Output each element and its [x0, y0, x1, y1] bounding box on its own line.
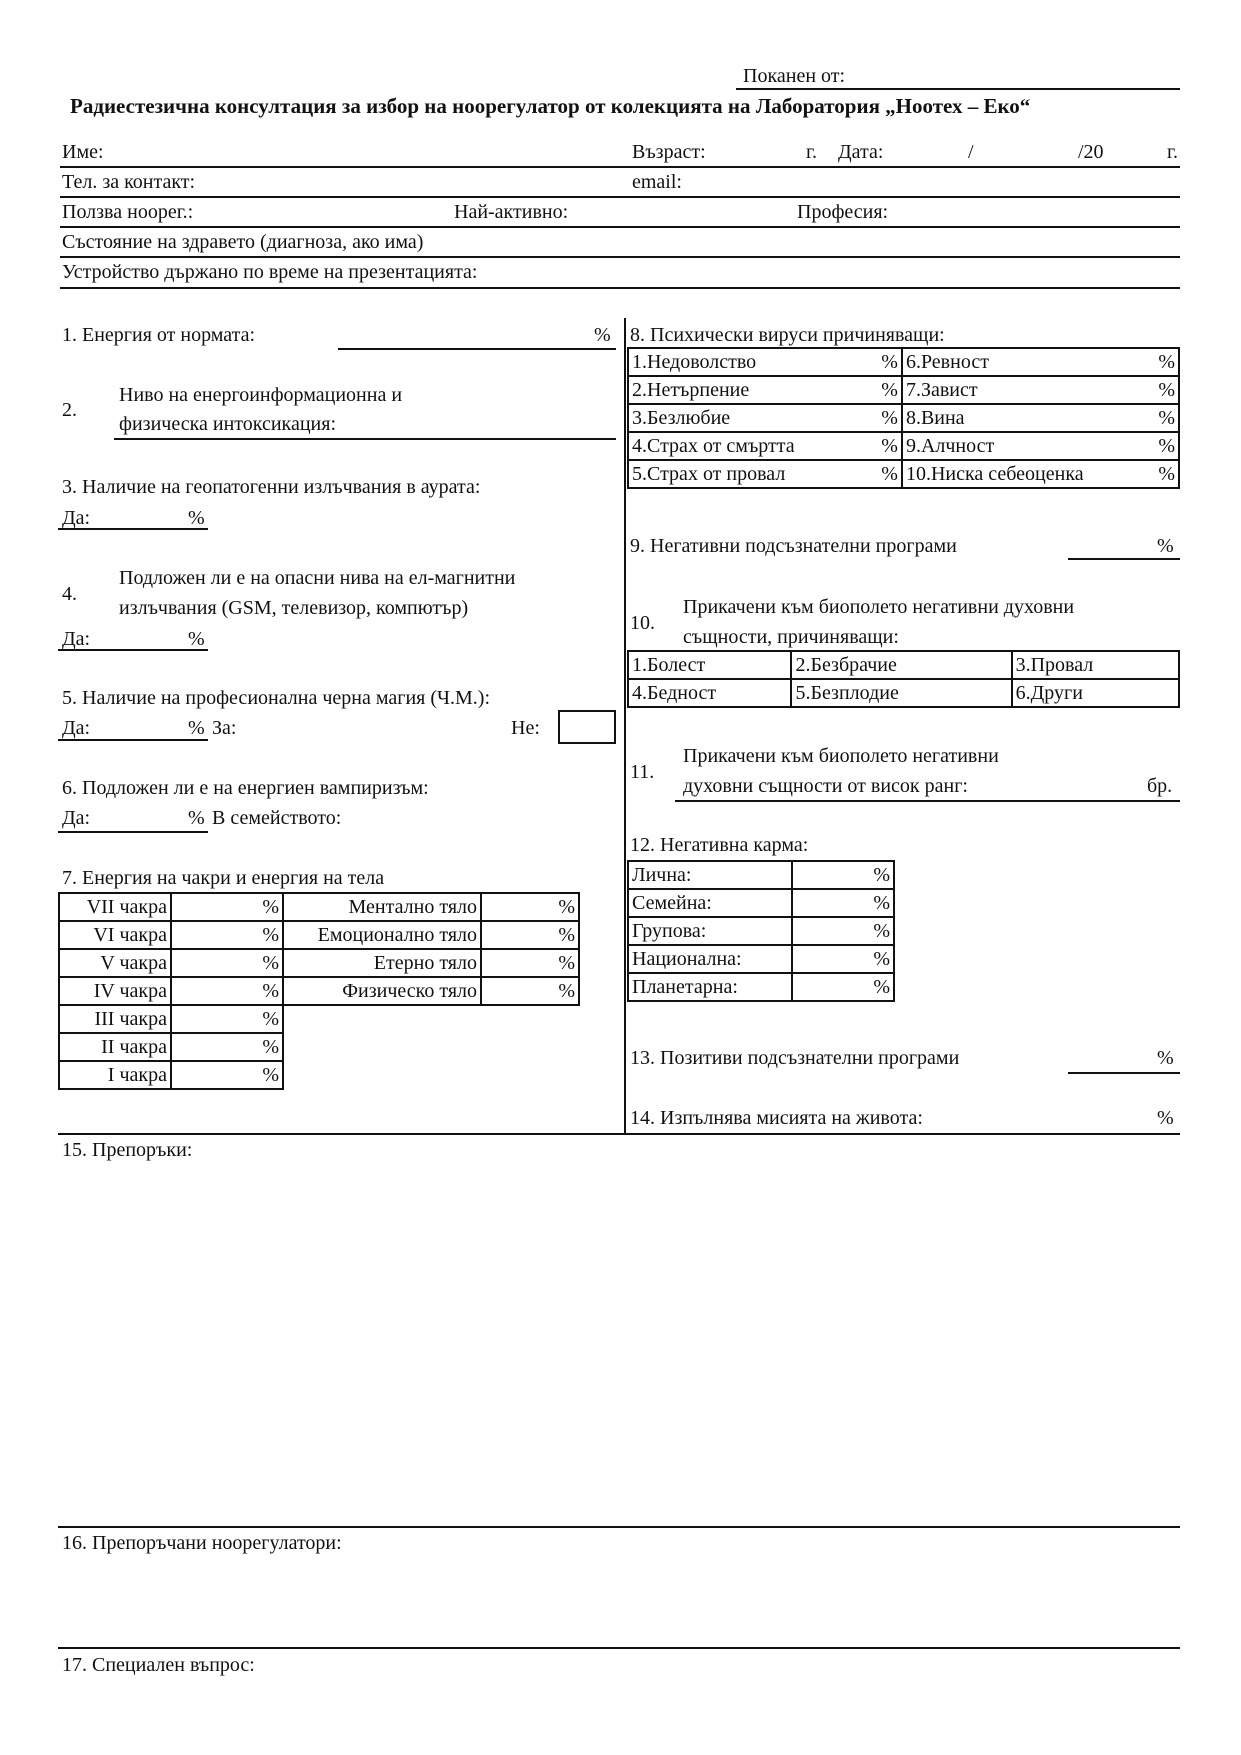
- date-label: Дата:: [838, 141, 884, 163]
- virus-cell[interactable]: [628, 348, 902, 376]
- chakra-row: [59, 977, 579, 1005]
- virus-row: [628, 460, 1179, 488]
- entity-row: [628, 679, 1179, 707]
- virus-cell[interactable]: [902, 404, 1179, 432]
- phone-label: Тел. за контакт:: [62, 171, 196, 193]
- body-value-cell[interactable]: %: [481, 893, 579, 921]
- virus-unit: %: [881, 435, 898, 457]
- karma-row: [628, 945, 894, 973]
- s3-label: 3. Наличие на геопатогенни излъчвания в аурата:: [62, 476, 481, 498]
- chakra-name: V чакра: [59, 949, 171, 977]
- s14-unit: %: [1157, 1107, 1174, 1129]
- s2-num: 2.: [62, 399, 77, 421]
- profession-label: Професия:: [797, 201, 889, 223]
- entities-table: [627, 650, 1180, 708]
- age-label: Възраст:: [632, 141, 706, 163]
- s5-for: За:: [212, 717, 237, 739]
- chakra-value-cell[interactable]: %: [171, 921, 283, 949]
- body-name: Физическо тяло: [283, 977, 481, 1005]
- body-value-cell[interactable]: %: [481, 921, 579, 949]
- karma-value-cell[interactable]: %: [792, 889, 894, 917]
- chakra-row: [59, 1005, 579, 1033]
- virus-cell[interactable]: [628, 404, 902, 432]
- virus-row: [628, 404, 1179, 432]
- s5-label: 5. Наличие на професионална черна магия (Ч.М.):: [62, 687, 491, 709]
- virus-name: 3.Безлюбие: [632, 407, 731, 429]
- health-row-line[interactable]: [60, 256, 1180, 258]
- karma-name: Национална:: [628, 945, 792, 973]
- virus-cell[interactable]: [902, 376, 1179, 404]
- date-year-unit: г.: [1167, 141, 1178, 163]
- s9-label: 9. Негативни подсъзнателни програми: [630, 535, 957, 557]
- s11-num: 11.: [630, 761, 655, 783]
- chakra-value-cell[interactable]: %: [171, 1005, 283, 1033]
- s2-line2: физическа интоксикация:: [119, 413, 337, 435]
- recommendations-area[interactable]: [60, 1165, 1180, 1520]
- chakra-name: IV чакра: [59, 977, 171, 1005]
- s11-field[interactable]: [675, 800, 1180, 802]
- s6-yes: Да:: [62, 807, 91, 829]
- entity-cell[interactable]: 4.Бедност: [628, 679, 791, 707]
- s3-yes: Да:: [62, 507, 91, 529]
- virus-unit: %: [881, 463, 898, 485]
- karma-value-cell[interactable]: %: [792, 945, 894, 973]
- s4-line1: Подложен ли е на опасни нива на ел-магнитни: [119, 567, 516, 589]
- virus-cell[interactable]: [628, 432, 902, 460]
- s4-unit: %: [188, 628, 205, 650]
- chakra-name: I чакра: [59, 1061, 171, 1089]
- virus-unit: %: [881, 379, 898, 401]
- karma-name: Семейна:: [628, 889, 792, 917]
- chakra-value-cell[interactable]: %: [171, 949, 283, 977]
- entity-row: [628, 651, 1179, 679]
- chakra-value-cell[interactable]: %: [171, 893, 283, 921]
- special-question-area[interactable]: [60, 1680, 1180, 1740]
- virus-cell[interactable]: [902, 460, 1179, 488]
- entity-cell[interactable]: 2.Безбрачие: [791, 651, 1011, 679]
- invited-by-label: Поканен от:: [743, 65, 846, 87]
- s5-yes: Да:: [62, 717, 91, 739]
- form-title: Радиестезична консултация за избор на ноорегулатор от колекцията на Лаборатория „Ноотех – Еко“: [70, 94, 1031, 118]
- s8-label: 8. Психически вируси причиняващи:: [630, 324, 945, 346]
- chakra-row: [59, 1033, 579, 1061]
- usage-row-line[interactable]: [60, 226, 1180, 228]
- body-name: Ментално тяло: [283, 893, 481, 921]
- s6-label: 6. Подложен ли е на енергиен вампиризъм:: [62, 777, 429, 799]
- s2-line1: Ниво на енергоинформационна и: [119, 384, 403, 406]
- empty-cell: [283, 1061, 481, 1089]
- s10-line2: същности, причиняващи:: [683, 626, 899, 648]
- health-label: Състояние на здравето (диагноза, ако има): [62, 231, 424, 253]
- s6-family: В семейството:: [212, 807, 342, 829]
- s17-separator: [58, 1647, 1180, 1649]
- virus-cell[interactable]: [902, 348, 1179, 376]
- s11-line1: Прикачени към биополето негативни: [683, 745, 999, 767]
- entity-cell[interactable]: 5.Безплодие: [791, 679, 1011, 707]
- name-row-line[interactable]: [60, 166, 1180, 168]
- s3-field[interactable]: [58, 528, 208, 530]
- s5-field[interactable]: [58, 739, 208, 741]
- empty-cell: [481, 1005, 579, 1033]
- virus-name: 8.Вина: [905, 407, 965, 429]
- s4-num: 4.: [62, 583, 77, 605]
- device-label: Устройство държано по време на презентацията:: [62, 261, 478, 283]
- body-name: Етерно тяло: [283, 949, 481, 977]
- s1-label: 1. Енергия от нормата:: [62, 324, 256, 346]
- karma-name: Планетарна:: [628, 973, 792, 1001]
- s1-unit: %: [594, 324, 611, 346]
- date-year-prefix: /20: [1078, 141, 1104, 163]
- karma-value-cell[interactable]: %: [792, 917, 894, 945]
- karma-row: [628, 973, 894, 1001]
- virus-name: 9.Алчност: [905, 435, 995, 457]
- phone-row-line[interactable]: [60, 196, 1180, 198]
- virus-unit: %: [1158, 435, 1175, 457]
- virus-name: 7.Завист: [905, 379, 978, 401]
- virus-row: [628, 376, 1179, 404]
- empty-cell: [283, 1033, 481, 1061]
- column-divider: [624, 318, 626, 1134]
- chakra-row: [59, 1061, 579, 1089]
- entity-cell[interactable]: 1.Болест: [628, 651, 791, 679]
- s5-no: Не:: [511, 717, 540, 739]
- s6-field[interactable]: [58, 831, 208, 833]
- karma-name: Лична:: [628, 861, 792, 889]
- s16-label: 16. Препоръчани ноорегулатори:: [62, 1532, 342, 1554]
- chakra-name: III чакра: [59, 1005, 171, 1033]
- recommended-regulators-area[interactable]: [60, 1558, 1180, 1642]
- chakra-row: [59, 921, 579, 949]
- virus-row: [628, 348, 1179, 376]
- s7-label: 7. Енергия на чакри и енергия на тела: [62, 867, 385, 889]
- virus-cell[interactable]: [628, 376, 902, 404]
- empty-cell: [283, 1005, 481, 1033]
- s15-label: 15. Препоръки:: [62, 1139, 193, 1161]
- virus-name: 4.Страх от смъртта: [632, 435, 795, 457]
- s4-yes: Да:: [62, 628, 91, 650]
- s17-label: 17. Специален въпрос:: [62, 1654, 255, 1676]
- s14-label: 14. Изпълнява мисията на живота:: [630, 1107, 923, 1129]
- s11-unit: бр.: [1147, 775, 1173, 797]
- s1-field[interactable]: [338, 348, 616, 350]
- age-unit: г.: [806, 141, 817, 163]
- s9-unit: %: [1157, 535, 1174, 557]
- virus-name: 6.Ревност: [905, 351, 989, 373]
- s13-unit: %: [1157, 1047, 1174, 1069]
- usage-label: Ползва ноорег.:: [62, 201, 194, 223]
- virus-cell[interactable]: [902, 432, 1179, 460]
- invited-by-field[interactable]: [736, 88, 1180, 90]
- karma-row: [628, 861, 894, 889]
- virus-unit: %: [1158, 351, 1175, 373]
- karma-row: [628, 917, 894, 945]
- body-value-cell[interactable]: %: [481, 949, 579, 977]
- s5-no-checkbox[interactable]: [558, 710, 616, 744]
- virus-unit: %: [1158, 463, 1175, 485]
- virus-unit: %: [881, 407, 898, 429]
- virus-name: 5.Страх от провал: [632, 463, 786, 485]
- s12-label: 12. Негативна карма:: [630, 834, 809, 856]
- s4-line2: излъчвания (GSM, телевизор, компютър): [119, 597, 469, 619]
- s13-field[interactable]: [1068, 1072, 1180, 1074]
- s11-line2: духовни същности от висок ранг:: [683, 775, 968, 797]
- s13-label: 13. Позитиви подсъзнателни програми: [630, 1047, 960, 1069]
- s4-field[interactable]: [58, 649, 208, 651]
- s3-unit: %: [188, 507, 205, 529]
- virus-cell[interactable]: [628, 460, 902, 488]
- chakra-name: II чакра: [59, 1033, 171, 1061]
- section-separator: [58, 1133, 1180, 1135]
- karma-value-cell[interactable]: %: [792, 973, 894, 1001]
- body-value-cell[interactable]: %: [481, 977, 579, 1005]
- virus-name: 10.Ниска себеоценка: [905, 463, 1084, 485]
- karma-value-cell[interactable]: %: [792, 861, 894, 889]
- s2-field[interactable]: [114, 438, 616, 440]
- chakra-value-cell[interactable]: %: [171, 1061, 283, 1089]
- s6-unit: %: [188, 807, 205, 829]
- chakra-row: [59, 893, 579, 921]
- body-name: Емоционално тяло: [283, 921, 481, 949]
- entity-cell[interactable]: 6.Други: [1012, 679, 1179, 707]
- virus-unit: %: [1158, 407, 1175, 429]
- karma-row: [628, 889, 894, 917]
- chakra-table: [58, 892, 580, 1090]
- virus-row: [628, 432, 1179, 460]
- entity-cell[interactable]: 3.Провал: [1012, 651, 1179, 679]
- psychic-viruses-table: [627, 347, 1180, 489]
- empty-cell: [481, 1033, 579, 1061]
- email-label: email:: [632, 171, 682, 193]
- chakra-value-cell[interactable]: %: [171, 1033, 283, 1061]
- s10-line1: Прикачени към биополето негативни духовни: [683, 596, 1075, 618]
- s16-separator: [58, 1526, 1180, 1528]
- virus-unit: %: [881, 351, 898, 373]
- virus-name: 2.Нетърпение: [632, 379, 750, 401]
- chakra-name: VII чакра: [59, 893, 171, 921]
- empty-cell: [481, 1061, 579, 1089]
- virus-unit: %: [1158, 379, 1175, 401]
- device-row-line[interactable]: [60, 287, 1180, 289]
- name-label: Име:: [62, 141, 104, 163]
- chakra-row: [59, 949, 579, 977]
- chakra-name: VI чакра: [59, 921, 171, 949]
- karma-table: [627, 860, 895, 1002]
- karma-name: Групова:: [628, 917, 792, 945]
- most-active-label: Най-активно:: [454, 201, 569, 223]
- chakra-value-cell[interactable]: %: [171, 977, 283, 1005]
- virus-name: 1.Недоволство: [632, 351, 757, 373]
- s10-num: 10.: [630, 612, 655, 634]
- s5-unit: %: [188, 717, 205, 739]
- date-sep: /: [968, 141, 974, 163]
- s9-field[interactable]: [1068, 558, 1180, 560]
